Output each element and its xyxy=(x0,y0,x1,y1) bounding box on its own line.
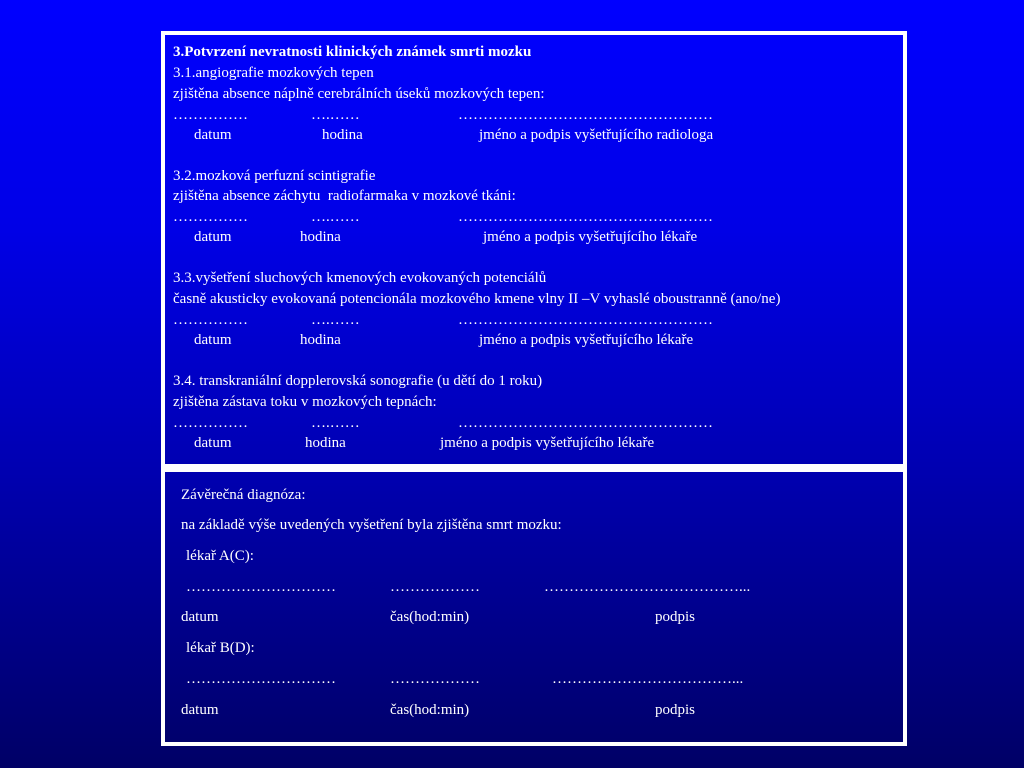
signature-label: podpis xyxy=(655,702,696,718)
signature-field[interactable]: …………………………………………… xyxy=(458,312,713,328)
doppler-title: 3.4. transkraniální dopplerovská sonografie (u dětí do 1 roku) xyxy=(173,373,543,389)
signature-label: jméno a podpis vyšetřujícího radiologa xyxy=(479,127,714,143)
time-field[interactable]: ……………… xyxy=(390,671,480,687)
signature-field[interactable]: …………………………………………… xyxy=(458,209,713,225)
scintigraphy-title: 3.2.mozková perfuzní scintigrafie xyxy=(173,168,376,184)
time-label: čas(hod:min) xyxy=(390,609,470,625)
doctor-b-label: lékař B(D): xyxy=(186,640,255,656)
time-label: hodina xyxy=(300,229,341,245)
time-label: čas(hod:min) xyxy=(390,702,470,718)
date-label: datum xyxy=(194,229,232,245)
time-field[interactable]: ….…… xyxy=(311,209,360,225)
time-label: hodina xyxy=(322,127,363,143)
date-field[interactable]: …………… xyxy=(173,209,248,225)
date-label: datum xyxy=(194,435,232,451)
time-field[interactable]: ….…… xyxy=(311,312,360,328)
section-heading: 3.Potvrzení nevratnosti klinických známek smrti mozku xyxy=(173,44,532,60)
evoked-potentials-text: časně akusticky evokovaná potencionála mozkového kmene vlny II –V vyhaslé oboustranně (ano/ne) xyxy=(173,291,781,307)
signature-field[interactable]: …………………………………... xyxy=(544,579,751,595)
time-label: hodina xyxy=(305,435,346,451)
signature-label: jméno a podpis vyšetřujícího lékaře xyxy=(479,332,694,348)
doppler-text: zjištěna zástava toku v mozkových tepnách: xyxy=(173,394,437,410)
time-field[interactable]: ….…… xyxy=(311,415,360,431)
date-field[interactable]: ………………………… xyxy=(186,579,336,595)
date-field[interactable]: …………… xyxy=(173,107,248,123)
time-field[interactable]: ……………… xyxy=(390,579,480,595)
angiography-title: 3.1.angiografie mozkových tepen xyxy=(173,65,374,81)
signature-field[interactable]: …………………………………………… xyxy=(458,107,713,123)
signature-field[interactable]: …………………………………………… xyxy=(458,415,713,431)
evoked-potentials-title: 3.3.vyšetření sluchových kmenových evokovaných potenciálů xyxy=(173,270,547,286)
scintigraphy-text: zjištěna absence záchytu radiofarmaka v mozkové tkáni: xyxy=(173,188,516,204)
signature-label: jméno a podpis vyšetřujícího lékaře xyxy=(483,229,698,245)
signature-label: jméno a podpis vyšetřujícího lékaře xyxy=(440,435,655,451)
final-diagnosis-title: Závěrečná diagnóza: xyxy=(181,487,306,503)
final-diagnosis-panel xyxy=(161,468,907,746)
doctor-a-label: lékař A(C): xyxy=(186,548,254,564)
time-field[interactable]: ….…… xyxy=(311,107,360,123)
date-label: datum xyxy=(181,702,219,718)
signature-label: podpis xyxy=(655,609,696,625)
time-label: hodina xyxy=(300,332,341,348)
signature-field[interactable]: ………………………………... xyxy=(552,671,744,687)
angiography-text: zjištěna absence náplně cerebrálních úseků mozkových tepen: xyxy=(173,86,545,102)
date-label: datum xyxy=(194,127,232,143)
date-field[interactable]: ………………………… xyxy=(186,671,336,687)
date-label: datum xyxy=(194,332,232,348)
final-diagnosis-text: na základě výše uvedených vyšetření byla zjištěna smrt mozku: xyxy=(181,517,562,533)
date-field[interactable]: …………… xyxy=(173,415,248,431)
date-field[interactable]: …………… xyxy=(173,312,248,328)
date-label: datum xyxy=(181,609,219,625)
